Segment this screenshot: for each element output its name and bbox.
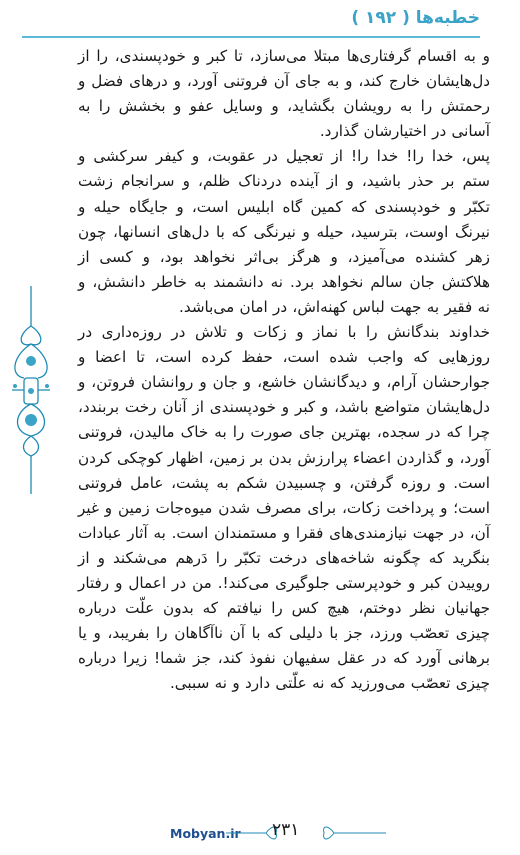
page-footer bbox=[0, 821, 520, 847]
site-watermark: Mobyan.ir bbox=[170, 826, 241, 841]
chapter-title: خطبه‌ها ( ۱۹۲ ) bbox=[351, 8, 480, 28]
body-text bbox=[78, 44, 490, 696]
page-header bbox=[22, 6, 480, 34]
paragraph-3: خداوند بندگانش را با نماز و زکات و تلاش در روزه‌داری در روزهایی که واجب شده است، حفظ کرده است، تا اعضا و جوارحشان آرام، و دیدگانشان خاشع، و جان و روانشان فروتن، و دل‌هایشان متواضع باشد، و کبر و خودپسندی از آنان رخت بربندد، چرا که در سجده، بهترین جای صورت را به خاک مالیدن، فروتنی آورد، و گذاردن اعضاء پرارزش بدن بر زمین، اظهار کوچکی کردن است. و روزه گرفتن، و چسبیدن شکم به پشت، عامل فروتنی است؛ و پرداخت زکات، برای مصرف شدن میوه‌جات زمین و غیر آن، در جهت نیازمندی‌های فقرا و مستمندان است. به آثار عبادات بنگرید که چگونه شاخه‌های درخت تکبّر را دَرهم می‌شکند و از رویيدن کبر و خودپرستی جلوگیری می‌کند!. من در اعمال و رفتار جهانیان نظر دوختم، هیچ کس را نیافتم که بدون علّت درباره چیزی تعصّب ورزد، جز با دلیلی که با آن ناآگاهان را بفریبد، و یا برهانی آورد که در عقل سفیهان نفوذ کند، جز شما! زیرا درباره چیزی تعصّب می‌ورزید که نه علّتی دارد و نه سببی. bbox=[78, 323, 490, 693]
header-rule bbox=[22, 36, 480, 38]
margin-ornament-icon bbox=[6, 286, 56, 494]
footer-ornament-icon bbox=[226, 822, 386, 844]
page-number: ۲۳۱ bbox=[272, 820, 300, 840]
paragraph-2: پس، خدا را! خدا را! از تعجیل در عقوبت، و کیفر سرکشی و ستم بر حذر باشید، و از آینده دردناک ظلم، و سرانجام زشت تکبّر و خودپسندی که کمین گاه ابلیس است، و جایگاه حیله و نیرنگ اوست، بترسید، حیله و نیرنگی که با دل‌های انسانها، چون زهر کشنده می‌آمیزد، و هرگز بی‌اثر نخواهد بود، و کسی از هلاکتش جان سالم نخواهد برد. نه دانشمند به خاطر دانشش، و نه فقیر به جهت لباس کهنه‌اش، در امان می‌باشد. bbox=[78, 147, 490, 316]
paragraph-1: و به اقسام گرفتاری‌ها مبتلا می‌سازد، تا کبر و خودپسندی، را از دل‌هایشان خارج کند، و به جای آن فروتنی آورد، و درهای فضل و رحمتش را به رویشان بگشاید، و وسایل عفو و بخشش را به آسانی در اختیارشان گذارد. bbox=[78, 47, 490, 141]
